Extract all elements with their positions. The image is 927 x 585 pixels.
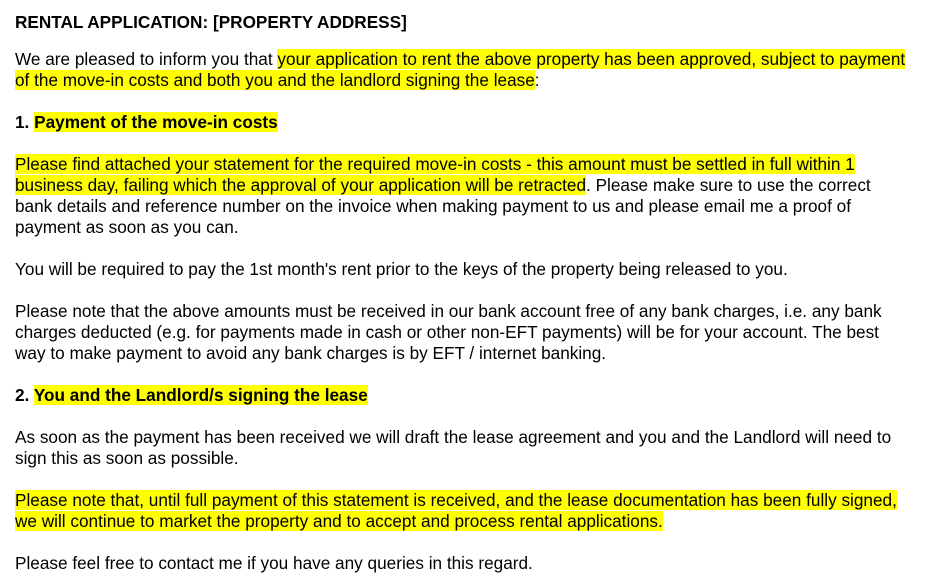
payment-highlight: Please find attached your statement for the required move-in costs - this amount must be settled in full within 1 business day, failing which the approval of your application will be retracted — [15, 154, 855, 195]
payment-paragraph — [15, 154, 912, 238]
payment-text: . Please make sure to use the correct bank details and reference number on the invoice when making payment to us and please email me a proof of payment as soon as you can. — [15, 175, 871, 237]
section-1-title: Payment of the move-in costs — [34, 112, 278, 132]
section-1-heading — [15, 112, 912, 133]
rent-paragraph: You will be required to pay the 1st month's rent prior to the keys of the property being released to you. — [15, 259, 788, 279]
intro-paragraph — [15, 49, 912, 91]
marketing-highlight: Please note that, until full payment of this statement is received, and the lease documentation has been fully signed, we will continue to market the property and to accept and process rental applications. — [15, 490, 897, 531]
section-2-title: You and the Landlord/s signing the lease — [33, 385, 368, 405]
intro-highlight: your application to rent the above property has been approved, subject to payment of the move-in costs and both you and the landlord signing the lease — [15, 49, 906, 90]
section-2-heading — [15, 385, 912, 406]
document-title: RENTAL APPLICATION: [PROPERTY ADDRESS] — [15, 12, 407, 32]
bank-charges-paragraph: Please note that the above amounts must be received in our bank account free of any bank charges, i.e. any bank charges deducted (e.g. for payments made in cash or other non-EFT payments) will be for your account. The best way to make payment to avoid any bank charges is by EFT / internet banking. — [15, 301, 882, 363]
intro-text: We are pleased to inform you that — [15, 49, 278, 69]
closing-paragraph: Please feel free to contact me if you have any queries in this regard. — [15, 553, 533, 573]
marketing-paragraph — [15, 490, 912, 532]
lease-paragraph: As soon as the payment has been received we will draft the lease agreement and you and the Landlord will need to sign this as soon as possible. — [15, 427, 892, 468]
section-2-number: 2. — [15, 385, 34, 405]
intro-colon: : — [534, 70, 540, 90]
section-1-number: 1. — [15, 112, 35, 132]
